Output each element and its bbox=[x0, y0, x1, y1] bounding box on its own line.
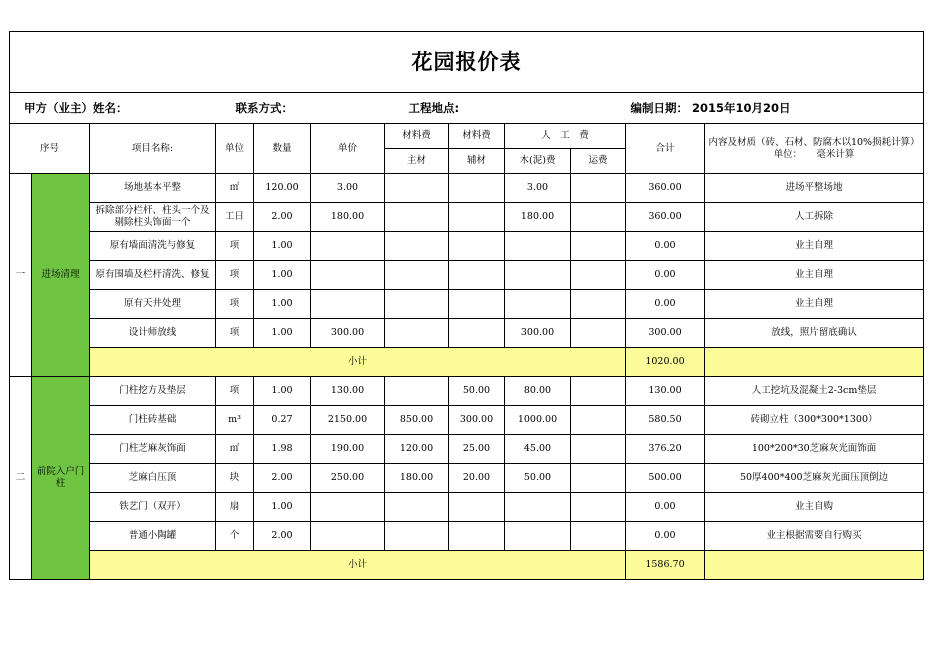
subtotal-row bbox=[10, 551, 924, 580]
wood-labor-cost bbox=[505, 261, 571, 290]
unit-price: 190.00 bbox=[311, 435, 385, 464]
row-total: 360.00 bbox=[626, 174, 705, 203]
aux-material-cost: 300.00 bbox=[449, 406, 505, 435]
header-aux-material: 辅材 bbox=[449, 149, 505, 174]
item-name: 门柱挖方及垫层 bbox=[90, 377, 216, 406]
freight-cost bbox=[571, 377, 626, 406]
row-description: 砖砌立柱（300*300*1300） bbox=[705, 406, 924, 435]
unit-price bbox=[311, 232, 385, 261]
wood-labor-cost: 50.00 bbox=[505, 464, 571, 493]
subtotal-label: 小计 bbox=[90, 348, 626, 377]
table-row bbox=[10, 261, 924, 290]
unit: 个 bbox=[216, 522, 254, 551]
table-row bbox=[10, 203, 924, 232]
date-field bbox=[571, 93, 924, 124]
unit-price: 300.00 bbox=[311, 319, 385, 348]
subtotal-value: 1586.70 bbox=[626, 551, 705, 580]
row-total: 500.00 bbox=[626, 464, 705, 493]
wood-labor-cost: 1000.00 bbox=[505, 406, 571, 435]
table-row bbox=[10, 522, 924, 551]
freight-cost bbox=[571, 319, 626, 348]
wood-labor-cost bbox=[505, 522, 571, 551]
main-material-cost: 180.00 bbox=[385, 464, 449, 493]
aux-material-cost bbox=[449, 493, 505, 522]
row-total: 0.00 bbox=[626, 522, 705, 551]
section-number: 一 bbox=[10, 174, 32, 377]
section-number: 二 bbox=[10, 377, 32, 580]
quantity: 1.98 bbox=[254, 435, 311, 464]
row-description: 业主自理 bbox=[705, 261, 924, 290]
quantity: 1.00 bbox=[254, 319, 311, 348]
header-item: 项目名称: bbox=[90, 124, 216, 174]
aux-material-cost bbox=[449, 232, 505, 261]
wood-labor-cost: 80.00 bbox=[505, 377, 571, 406]
row-total: 130.00 bbox=[626, 377, 705, 406]
quantity: 2.00 bbox=[254, 522, 311, 551]
section-name: 进场清理 bbox=[32, 174, 90, 377]
item-name: 门柱砖基础 bbox=[90, 406, 216, 435]
freight-cost bbox=[571, 522, 626, 551]
quantity: 0.27 bbox=[254, 406, 311, 435]
unit: m³ bbox=[216, 406, 254, 435]
row-description: 放线，照片留底确认 bbox=[705, 319, 924, 348]
quantity: 1.00 bbox=[254, 232, 311, 261]
date-value: 2015年10月20日 bbox=[692, 101, 791, 115]
item-name: 拆除部分栏杆、柱头一个及剔除柱头饰面一个 bbox=[90, 203, 216, 232]
unit: 项 bbox=[216, 319, 254, 348]
main-material-cost bbox=[385, 174, 449, 203]
row-description: 业主自购 bbox=[705, 493, 924, 522]
quantity: 1.00 bbox=[254, 261, 311, 290]
wood-labor-cost bbox=[505, 232, 571, 261]
contact-label: 联系方式： bbox=[216, 93, 385, 124]
freight-cost bbox=[571, 232, 626, 261]
quantity: 1.00 bbox=[254, 493, 311, 522]
row-description: 人工挖坑及混凝土2-3cm垫层 bbox=[705, 377, 924, 406]
date-label: 编制日期： bbox=[630, 101, 688, 115]
unit-price: 130.00 bbox=[311, 377, 385, 406]
item-name: 原有天井处理 bbox=[90, 290, 216, 319]
header-labor: 人 工 费 bbox=[505, 124, 626, 149]
unit: ㎡ bbox=[216, 174, 254, 203]
info-row bbox=[10, 93, 924, 124]
unit: 工日 bbox=[216, 203, 254, 232]
wood-labor-cost: 3.00 bbox=[505, 174, 571, 203]
header-price: 单价 bbox=[311, 124, 385, 174]
aux-material-cost bbox=[449, 522, 505, 551]
row-description: 100*200*30芝麻灰光面饰面 bbox=[705, 435, 924, 464]
row-total: 0.00 bbox=[626, 261, 705, 290]
quote-table bbox=[9, 31, 924, 580]
wood-labor-cost bbox=[505, 290, 571, 319]
freight-cost bbox=[571, 493, 626, 522]
section-name: 前院入户门柱 bbox=[32, 377, 90, 580]
main-material-cost bbox=[385, 377, 449, 406]
freight-cost bbox=[571, 464, 626, 493]
row-description: 50厚400*400芝麻灰光面压顶倒边 bbox=[705, 464, 924, 493]
freight-cost bbox=[571, 174, 626, 203]
header-unit: 单位 bbox=[216, 124, 254, 174]
unit-price: 2150.00 bbox=[311, 406, 385, 435]
site-label: 工程地点: bbox=[385, 93, 571, 124]
subtotal-label: 小计 bbox=[90, 551, 626, 580]
aux-material-cost: 25.00 bbox=[449, 435, 505, 464]
unit: 扇 bbox=[216, 493, 254, 522]
table-row bbox=[10, 435, 924, 464]
aux-material-cost: 50.00 bbox=[449, 377, 505, 406]
subtotal-row bbox=[10, 348, 924, 377]
row-total: 360.00 bbox=[626, 203, 705, 232]
header-row-1 bbox=[10, 124, 924, 149]
row-total: 580.50 bbox=[626, 406, 705, 435]
table-row bbox=[10, 232, 924, 261]
table-row bbox=[10, 174, 924, 203]
main-material-cost bbox=[385, 522, 449, 551]
aux-material-cost bbox=[449, 174, 505, 203]
unit-price bbox=[311, 522, 385, 551]
item-name: 原有围墙及栏杆清洗、修复 bbox=[90, 261, 216, 290]
freight-cost bbox=[571, 203, 626, 232]
row-description: 业主自理 bbox=[705, 232, 924, 261]
main-material-cost bbox=[385, 493, 449, 522]
table-row bbox=[10, 493, 924, 522]
subtotal-value: 1020.00 bbox=[626, 348, 705, 377]
table-row bbox=[10, 464, 924, 493]
wood-labor-cost bbox=[505, 493, 571, 522]
header-main-material: 主材 bbox=[385, 149, 449, 174]
row-total: 300.00 bbox=[626, 319, 705, 348]
freight-cost bbox=[571, 261, 626, 290]
unit: 块 bbox=[216, 464, 254, 493]
freight-cost bbox=[571, 290, 626, 319]
header-material-1: 材料费 bbox=[385, 124, 449, 149]
wood-labor-cost: 45.00 bbox=[505, 435, 571, 464]
aux-material-cost bbox=[449, 290, 505, 319]
item-name: 普通小陶罐 bbox=[90, 522, 216, 551]
unit: ㎡ bbox=[216, 435, 254, 464]
row-description: 人工拆除 bbox=[705, 203, 924, 232]
table-row bbox=[10, 319, 924, 348]
aux-material-cost: 20.00 bbox=[449, 464, 505, 493]
item-name: 芝麻白压顶 bbox=[90, 464, 216, 493]
header-no: 序号 bbox=[10, 124, 90, 174]
aux-material-cost bbox=[449, 203, 505, 232]
item-name: 原有墙面清洗与修复 bbox=[90, 232, 216, 261]
main-material-cost bbox=[385, 290, 449, 319]
client-name-label: 甲方（业主）姓名： bbox=[10, 93, 216, 124]
unit-price bbox=[311, 493, 385, 522]
aux-material-cost bbox=[449, 319, 505, 348]
quantity: 1.00 bbox=[254, 290, 311, 319]
wood-labor-cost: 180.00 bbox=[505, 203, 571, 232]
subtotal-description bbox=[705, 551, 924, 580]
unit-price: 3.00 bbox=[311, 174, 385, 203]
quote-sheet bbox=[9, 31, 923, 580]
header-total: 合计 bbox=[626, 124, 705, 174]
main-material-cost bbox=[385, 261, 449, 290]
unit: 项 bbox=[216, 232, 254, 261]
header-description: 内容及材质（砖、石材、防腐木以10%损耗计算）单位： 毫米计算 bbox=[705, 124, 924, 174]
row-total: 376.20 bbox=[626, 435, 705, 464]
quantity: 2.00 bbox=[254, 464, 311, 493]
unit: 项 bbox=[216, 377, 254, 406]
table-row bbox=[10, 406, 924, 435]
row-description: 业主自理 bbox=[705, 290, 924, 319]
row-description: 业主根据需要自行购买 bbox=[705, 522, 924, 551]
unit: 项 bbox=[216, 290, 254, 319]
unit-price: 180.00 bbox=[311, 203, 385, 232]
unit-price: 250.00 bbox=[311, 464, 385, 493]
row-total: 0.00 bbox=[626, 290, 705, 319]
main-material-cost bbox=[385, 319, 449, 348]
table-row bbox=[10, 377, 924, 406]
table-row bbox=[10, 290, 924, 319]
freight-cost bbox=[571, 435, 626, 464]
wood-labor-cost: 300.00 bbox=[505, 319, 571, 348]
row-description: 进场平整场地 bbox=[705, 174, 924, 203]
unit-price bbox=[311, 290, 385, 319]
header-wood-fee: 木(泥)费 bbox=[505, 149, 571, 174]
quantity: 2.00 bbox=[254, 203, 311, 232]
sheet-title: 花园报价表 bbox=[10, 32, 924, 93]
freight-cost bbox=[571, 406, 626, 435]
unit-price bbox=[311, 261, 385, 290]
aux-material-cost bbox=[449, 261, 505, 290]
quantity: 1.00 bbox=[254, 377, 311, 406]
main-material-cost: 850.00 bbox=[385, 406, 449, 435]
header-material-2: 材料费 bbox=[449, 124, 505, 149]
item-name: 设计师放线 bbox=[90, 319, 216, 348]
main-material-cost bbox=[385, 232, 449, 261]
quantity: 120.00 bbox=[254, 174, 311, 203]
subtotal-description bbox=[705, 348, 924, 377]
main-material-cost: 120.00 bbox=[385, 435, 449, 464]
main-material-cost bbox=[385, 203, 449, 232]
header-qty: 数量 bbox=[254, 124, 311, 174]
row-total: 0.00 bbox=[626, 232, 705, 261]
item-name: 铁艺门（双开） bbox=[90, 493, 216, 522]
unit: 项 bbox=[216, 261, 254, 290]
item-name: 门柱芝麻灰饰面 bbox=[90, 435, 216, 464]
row-total: 0.00 bbox=[626, 493, 705, 522]
header-freight: 运费 bbox=[571, 149, 626, 174]
item-name: 场地基本平整 bbox=[90, 174, 216, 203]
